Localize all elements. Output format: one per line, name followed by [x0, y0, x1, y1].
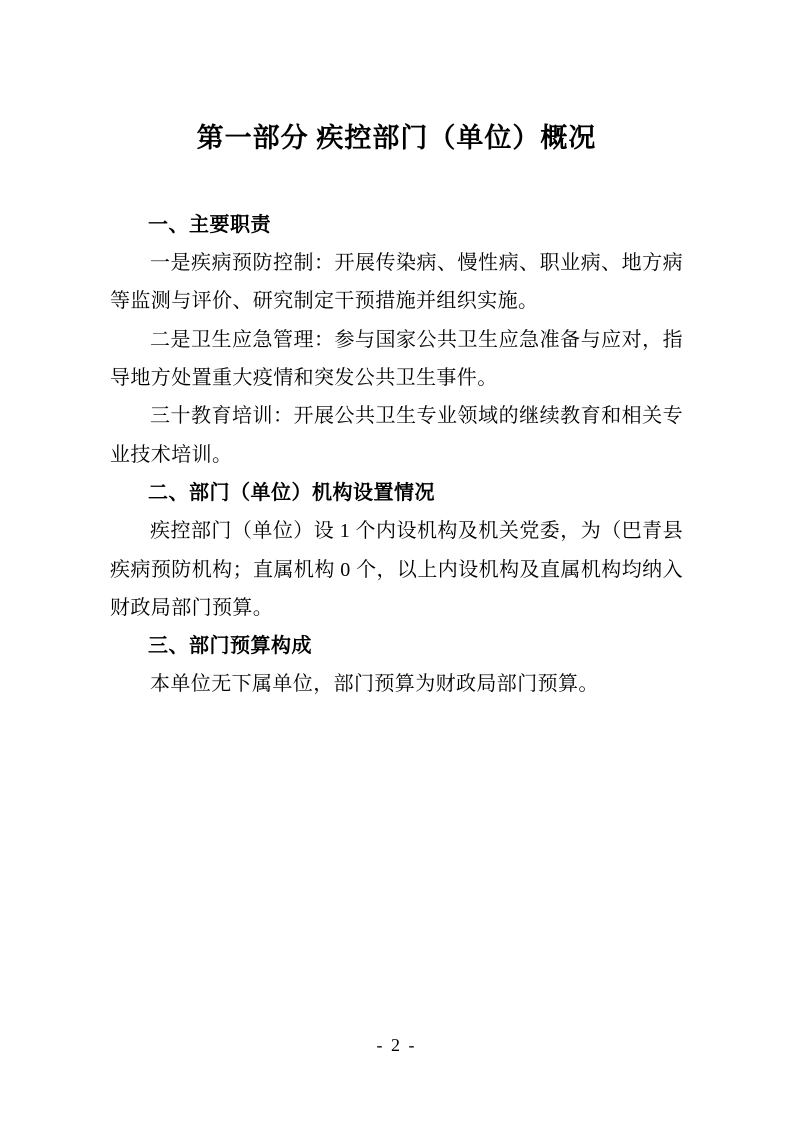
section-2-paragraph-1: 疾控部门（单位）设 1 个内设机构及机关党委，为（巴青县疾病预防机构；直属机构 0 个，以上内设机构及直属机构均纳入财政局部门预算。 — [110, 520, 683, 619]
section-1-paragraph-3: 三十教育培训：开展公共卫生专业领域的继续教育和相关专业技术培训。 — [110, 405, 683, 466]
section-1-paragraph-2: 二是卫生应急管理：参与国家公共卫生应急准备与应对，指导地方处置重大疫情和突发公共卫生事件。 — [110, 328, 683, 389]
section-3-paragraph-1: 本单位无下属单位，部门预算为财政局部门预算。 — [150, 673, 599, 696]
document-body — [110, 120, 683, 704]
page-number: - 2 - — [376, 1035, 417, 1055]
section-heading-2: 二、部门（单位）机构设置情况 — [148, 482, 435, 505]
section-1-paragraph-1: 一是疾病预防控制：开展传染病、慢性病、职业病、地方病等监测与评价、研究制定干预措施并组织实施。 — [110, 251, 683, 313]
section-heading-3: 三、部门预算构成 — [148, 635, 312, 658]
section-heading-1: 一、主要职责 — [148, 213, 271, 236]
page-title: 第一部分 疾控部门（单位）概况 — [196, 123, 597, 153]
